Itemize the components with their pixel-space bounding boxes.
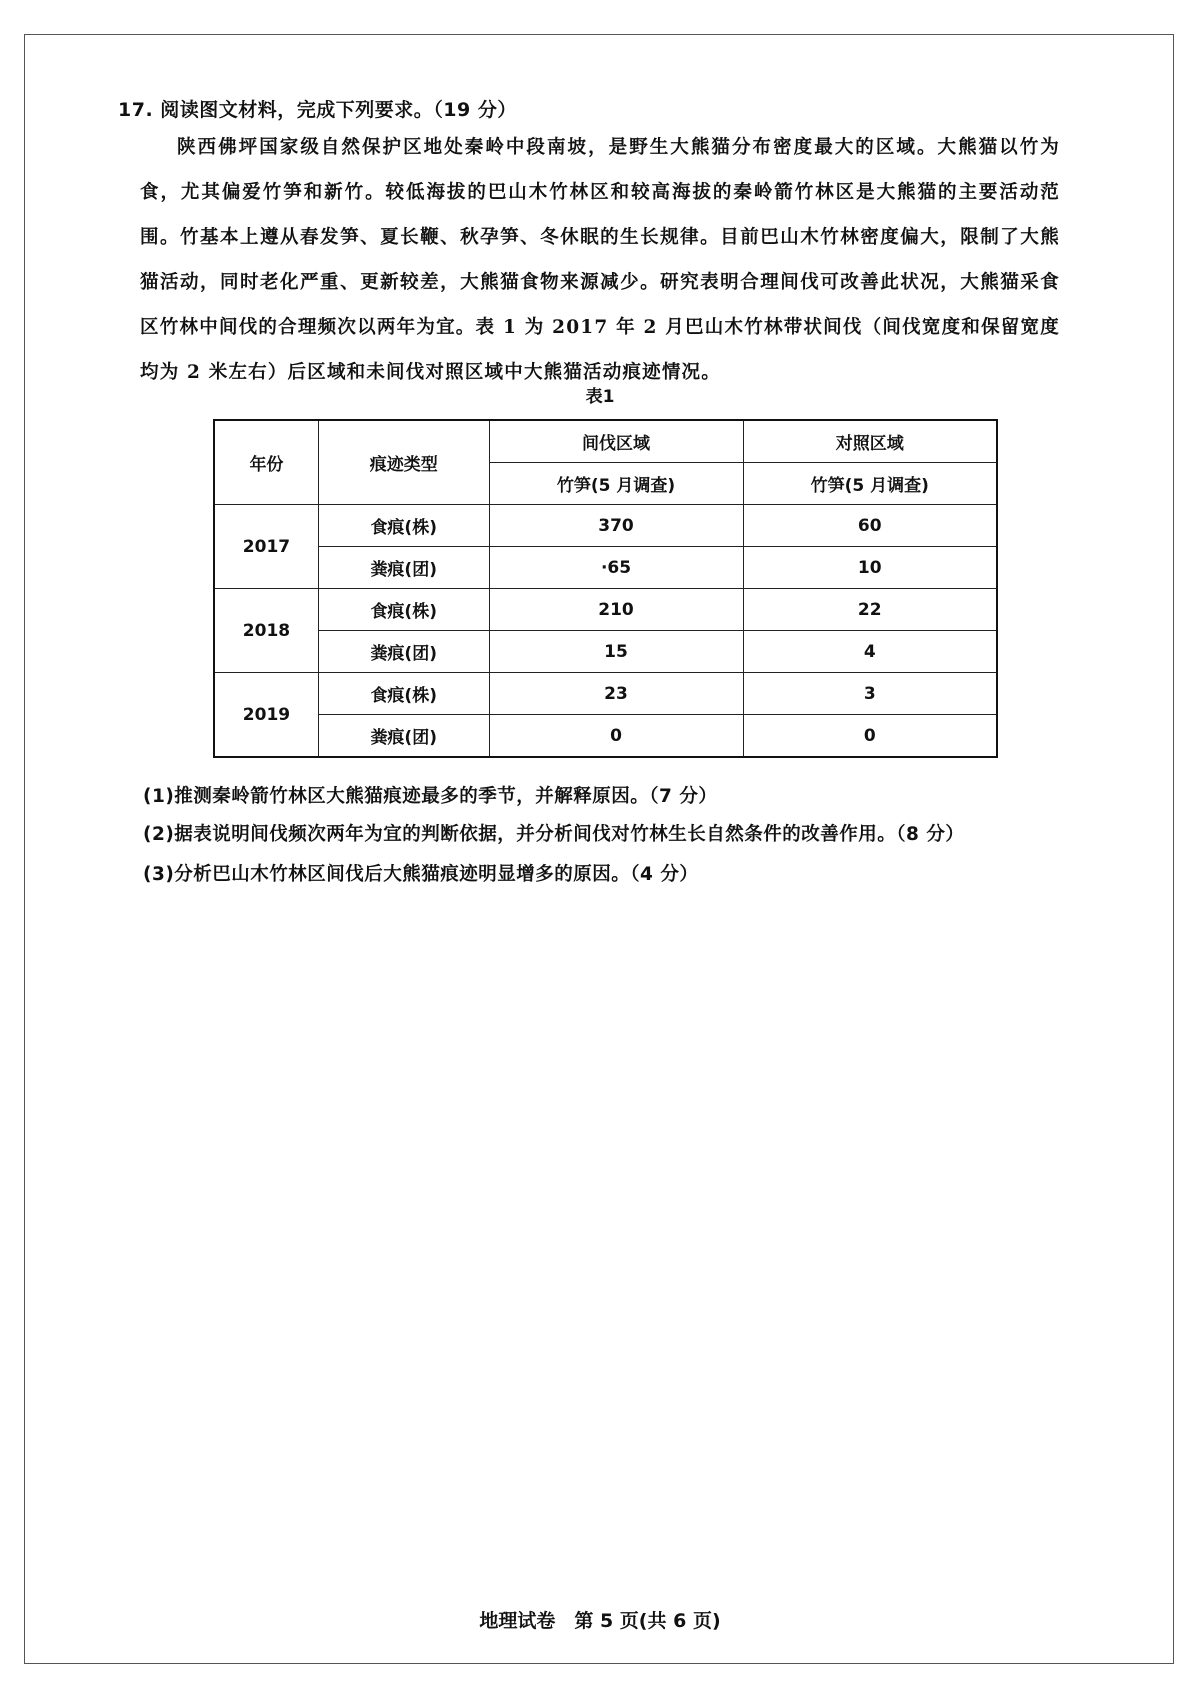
trace-type-cell: 食痕(株) [318,505,489,547]
table-header-row [214,420,997,463]
control-value-cell: 10 [743,547,997,589]
header-cut-area: 间伐区域 [489,420,743,463]
control-value-cell: 0 [743,715,997,758]
header-control-area: 对照区域 [743,420,997,463]
trace-type-cell: 粪痕(团) [318,631,489,673]
header-control-sub: 竹笋(5 月调查) [743,463,997,505]
question-title: 17. 阅读图文材料，完成下列要求。（19 分） [118,99,517,121]
cut-value-cell: 370 [489,505,743,547]
table-row [214,589,997,631]
trace-type-cell: 食痕(株) [318,673,489,715]
table-row [214,631,997,673]
cut-value-cell: 15 [489,631,743,673]
year-cell: 2017 [214,505,318,589]
header-cut-sub: 竹笋(5 月调查) [489,463,743,505]
header-year: 年份 [214,420,318,505]
table-row [214,715,997,758]
cut-value-cell: 210 [489,589,743,631]
control-value-cell: 3 [743,673,997,715]
trace-type-cell: 食痕(株) [318,589,489,631]
cut-value-cell: 0 [489,715,743,758]
trace-type-cell: 粪痕(团) [318,715,489,758]
sub-question-1: (1)推测秦岭箭竹林区大熊猫痕迹最多的季节，并解释原因。（7 分） [143,786,718,807]
cut-value-cell: 23 [489,673,743,715]
trace-type-cell: 粪痕(团) [318,547,489,589]
table-row [214,547,997,589]
year-cell: 2018 [214,589,318,673]
year-cell: 2019 [214,673,318,758]
material-paragraph: 陕西佛坪国家级自然保护区地处秦岭中段南坡，是野生大熊猫分布密度最大的区域。大熊猫以竹为食，尤其偏爱竹笋和新竹。较低海拔的巴山木竹林区和较高海拔的秦岭箭竹林区是大熊猫的主要活动范围。竹基本上遵从春发笋、夏长鞭、秋孕笋、冬休眠的生长规律。目前巴山木竹林密度偏大，限制了大熊猫活动，同时老化严重、更新较差，大熊猫食物来源减少。研究表明合理间伐可改善此状况，大熊猫采食区竹林中间伐的合理频次以两年为宜。表 1 为 2017 年 2 月巴山木竹林带状间伐（间伐宽度和保留宽度均为 2 米左右）后区域和未间伐对照区域中大熊猫活动痕迹情况。 [140,137,1060,383]
panda-trace-table [213,419,998,758]
control-value-cell: 4 [743,631,997,673]
sub-question-2: (2)据表说明间伐频次两年为宜的判断依据，并分析间伐对竹林生长自然条件的改善作用。（8 分） [143,824,965,845]
control-value-cell: 22 [743,589,997,631]
cut-value-cell: ·65 [489,547,743,589]
table-caption: 表1 [585,387,615,407]
sub-question-3: (3)分析巴山木竹林区间伐后大熊猫痕迹明显增多的原因。（4 分） [143,864,699,885]
table-row [214,673,997,715]
table-row [214,505,997,547]
header-trace-type: 痕迹类型 [318,420,489,505]
page-footer: 地理试卷 第 5 页(共 6 页) [479,1610,721,1632]
control-value-cell: 60 [743,505,997,547]
